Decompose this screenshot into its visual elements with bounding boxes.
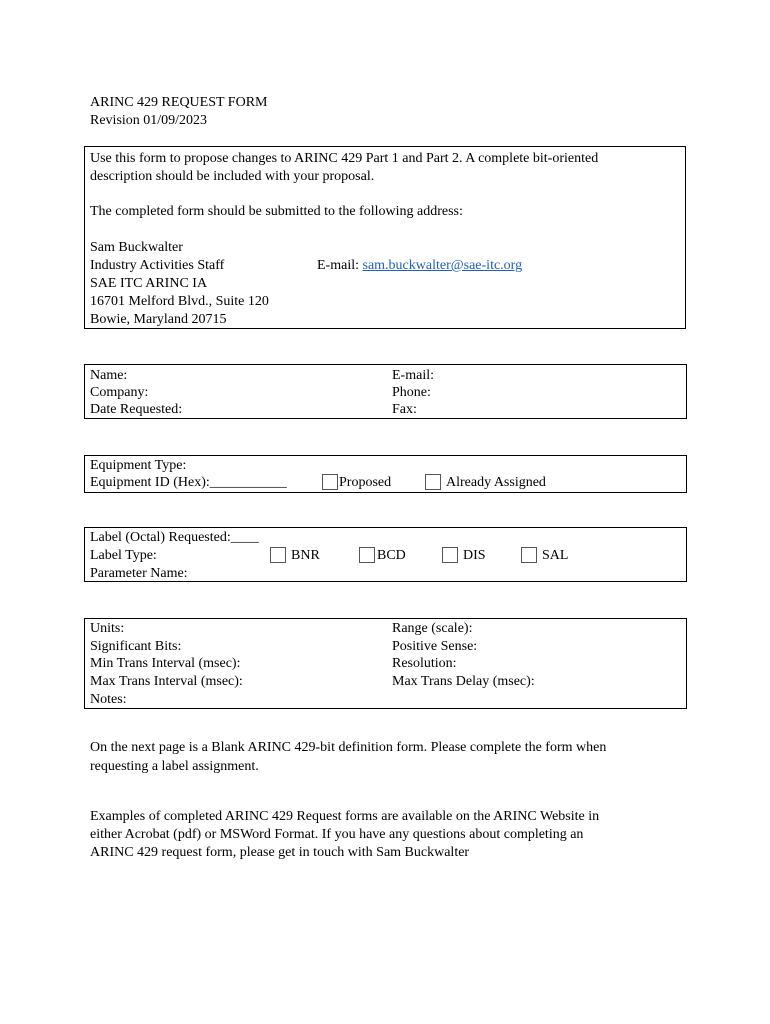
address-role: Industry Activities Staff <box>90 258 225 273</box>
examples-note-line2: either Acrobat (pdf) or MSWord Format. If you have any questions about completing an <box>90 827 584 842</box>
requester-email-field-label: E-mail: <box>392 368 434 383</box>
intro-paragraph-line2: description should be included with your proposal. <box>90 169 375 184</box>
bnr-label: BNR <box>291 548 320 563</box>
examples-note-line3: ARINC 429 request form, please get in touch with Sam Buckwalter <box>90 845 470 860</box>
range-scale-label: Range (scale): <box>392 621 473 636</box>
units-label: Units: <box>90 621 125 636</box>
email-label: E-mail: <box>317 258 363 273</box>
company-field-label: Company: <box>90 385 149 400</box>
sal-checkbox[interactable] <box>521 547 537 563</box>
email-row <box>317 257 522 275</box>
form-title: ARINC 429 REQUEST FORM <box>90 95 268 110</box>
label-requested-label: Label (Octal) Requested:____ <box>90 530 259 545</box>
already-assigned-checkbox[interactable] <box>425 474 441 490</box>
resolution-label: Resolution: <box>392 656 457 671</box>
address-street: 16701 Melford Blvd., Suite 120 <box>90 294 269 309</box>
address-city: Bowie, Maryland 20715 <box>90 312 227 327</box>
min-trans-interval-label: Min Trans Interval (msec): <box>90 656 241 671</box>
max-trans-delay-label: Max Trans Delay (msec): <box>392 674 535 689</box>
significant-bits-label: Significant Bits: <box>90 639 182 654</box>
submission-instructions: The completed form should be submitted to the following address: <box>90 204 463 219</box>
equipment-type-label: Equipment Type: <box>90 458 187 473</box>
already-assigned-label: Already Assigned <box>446 475 546 490</box>
proposed-label: Proposed <box>339 475 392 490</box>
examples-note-line1: Examples of completed ARINC 429 Request forms are available on the ARINC Website in <box>90 809 600 824</box>
bcd-checkbox[interactable] <box>359 547 375 563</box>
sal-label: SAL <box>542 548 569 563</box>
bcd-label: BCD <box>377 548 406 563</box>
dis-label: DIS <box>463 548 486 563</box>
next-page-note-line1: On the next page is a Blank ARINC 429-bit definition form. Please complete the form when <box>90 740 607 755</box>
address-name: Sam Buckwalter <box>90 240 183 255</box>
bnr-checkbox[interactable] <box>270 547 286 563</box>
next-page-note-line2: requesting a label assignment. <box>90 759 259 774</box>
notes-label: Notes: <box>90 692 127 707</box>
positive-sense-label: Positive Sense: <box>392 639 478 654</box>
dis-checkbox[interactable] <box>442 547 458 563</box>
address-org: SAE ITC ARINC IA <box>90 276 208 291</box>
phone-field-label: Phone: <box>392 385 431 400</box>
fax-field-label: Fax: <box>392 402 417 417</box>
parameter-name-label: Parameter Name: <box>90 566 188 581</box>
proposed-checkbox[interactable] <box>322 474 338 490</box>
equipment-id-label: Equipment ID (Hex):___________ <box>90 475 287 490</box>
revision-text: Revision 01/09/2023 <box>90 113 208 128</box>
intro-paragraph-line1: Use this form to propose changes to ARINC 429 Part 1 and Part 2. A complete bit-oriented <box>90 151 599 166</box>
label-type-label: Label Type: <box>90 548 157 563</box>
date-requested-field-label: Date Requested: <box>90 402 183 417</box>
name-field-label: Name: <box>90 368 128 383</box>
email-link[interactable]: sam.buckwalter@sae-itc.org <box>362 258 523 273</box>
max-trans-interval-label: Max Trans Interval (msec): <box>90 674 243 689</box>
